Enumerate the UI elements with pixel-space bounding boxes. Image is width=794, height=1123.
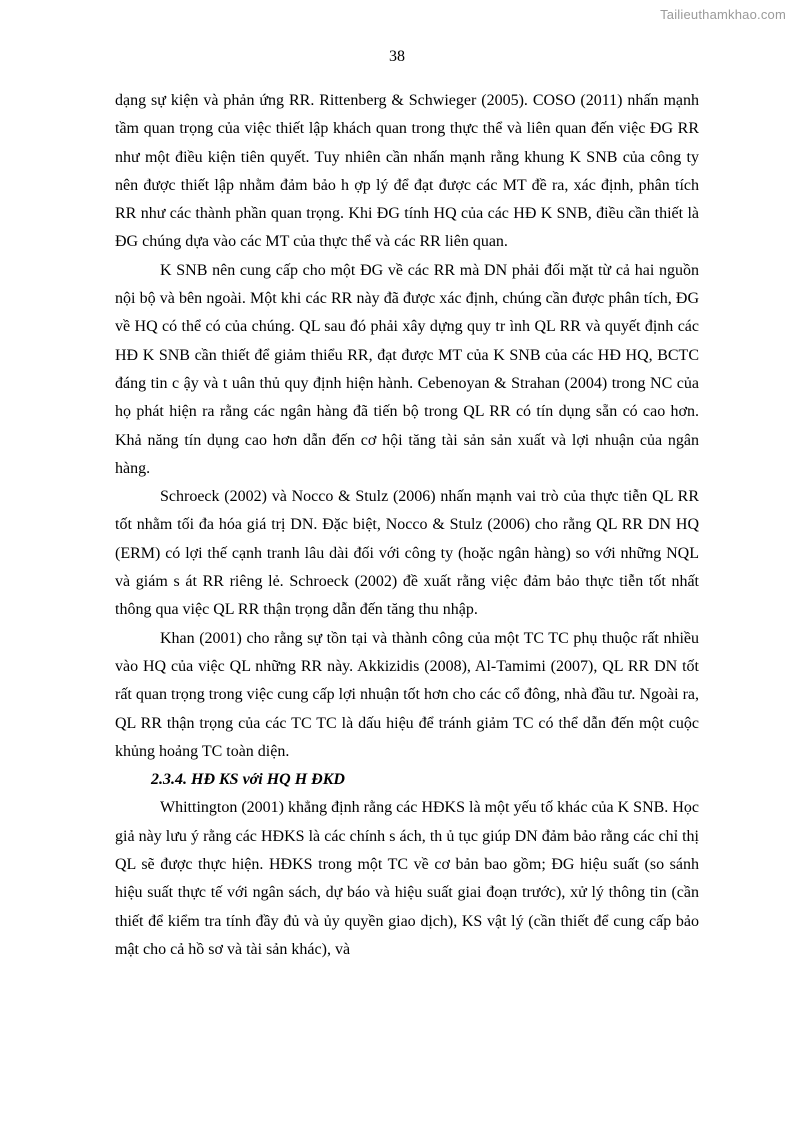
- paragraph-schroeck-nocco: Schroeck (2002) và Nocco & Stulz (2006) nhấn mạnh vai trò của thực tiễn QL RR tốt nhằm tối đa hóa giá trị DN. Đặc biệt, Nocco & Stulz (2006) cho rằng QL RR DN HQ (ERM) có lợi thế cạnh tranh lâu dài đối với công ty (hoặc ngân hàng) so với những NQL và giám s át RR riêng lẻ. Schroeck (2002) đề xuất rằng việc đảm bảo thực tiễn tốt nhất thông qua việc QL RR thận trọng dẫn đến tăng thu nhập.: [115, 488, 699, 619]
- paragraph-continuation: dạng sự kiện và phản ứng RR. Rittenberg & Schwieger (2005). COSO (2011) nhấn mạnh tầm quan trọng của việc thiết lập khách quan trong thực thể và liên quan đến việc ĐG RR như một điều kiện tiên quyết. Tuy nhiên cần nhấn mạnh rằng khung K SNB của công ty nên được thiết lập nhằm đảm bảo h ợp lý để đạt được các MT đề ra, xác định, phân tích RR như các thành phần quan trọng. Khi ĐG tính HQ của các HĐ K SNB, điều cần thiết là ĐG chúng dựa vào các MT của thực thể và các RR liên quan.: [115, 92, 699, 251]
- paragraph-whittington: Whittington (2001) khẳng định rằng các HĐKS là một yếu tố khác của K SNB. Học giả này lưu ý rằng các HĐKS là các chính s ách, th ủ tục giúp DN đảm bảo rằng các chỉ thị QL sẽ được thực hiện. HĐKS trong một TC về cơ bản bao gồm; ĐG hiệu suất (so sánh hiệu suất thực tế với ngân sách, dự báo và hiệu suất giai đoạn trước), xử lý thông tin (cần thiết để kiểm tra tính đầy đủ và ủy quyền giao dịch), KS vật lý (cần thiết để cung cấp bảo mật cho cả hồ sơ và tài sản khác), và: [115, 799, 699, 958]
- paragraph-khan: Khan (2001) cho rằng sự tồn tại và thành công của một TC TC phụ thuộc rất nhiều vào HQ của việc QL những RR này. Akkizidis (2008), Al-Tamimi (2007), QL RR DN tốt rất quan trọng trong việc cung cấp lợi nhuận tốt hơn cho các cổ đông, nhà đầu tư. Ngoài ra, QL RR thận trọng của các TC TC là dấu hiệu để tránh giảm TC có thể dẫn đến một cuộc khủng hoảng TC toàn diện.: [115, 629, 699, 760]
- page-number: 38: [389, 48, 405, 65]
- section-heading: 2.3.4. HĐ KS với HQ H ĐKD: [151, 771, 345, 789]
- paragraph-ksnb-risk-assessment: K SNB nên cung cấp cho một ĐG về các RR mà DN phải đối mặt từ cả hai nguồn nội bộ và bên ngoài. Một khi các RR này đã được xác định, chúng cần được phân tích, ĐG về HQ có thể có của chúng. QL sau đó phải xây dựng quy tr ình QL RR và quyết định các HĐ K SNB cần thiết để giảm thiểu RR, đạt được MT của K SNB của các HĐ HQ, BCTC đáng tin c ậy và t uân thủ quy định hiện hành. Cebenoyan & Strahan (2004) trong NC của họ phát hiện ra rằng các ngân hàng đã tiến bộ trong QL RR có tín dụng sẵn có cao hơn. Khả năng tín dụng cao hơn dẫn đến cơ hội tăng tài sản sản xuất và lợi nhuận của ngân hàng.: [115, 261, 699, 477]
- document-body: [115, 87, 699, 964]
- watermark: Tailieuthamkhao.com: [660, 7, 786, 22]
